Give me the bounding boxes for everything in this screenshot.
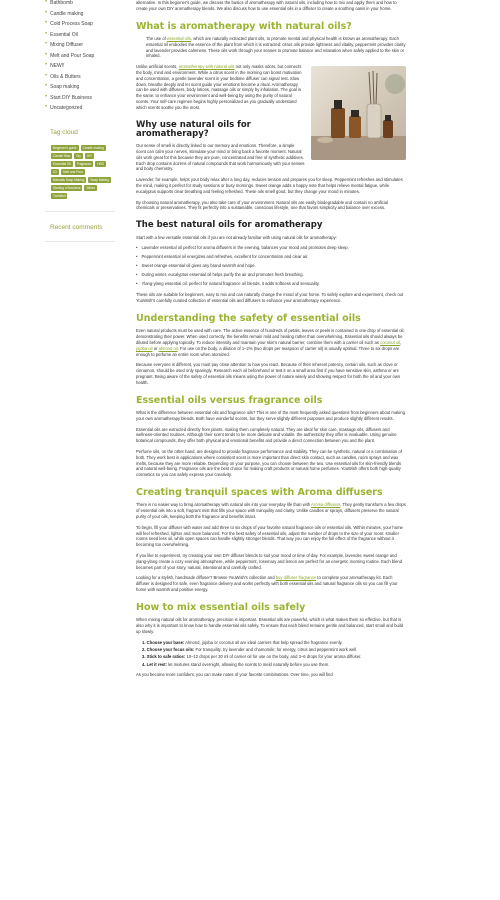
bullet-icon: • [136,245,138,251]
divider [45,241,115,242]
tag-link[interactable]: Diy [76,153,81,158]
category-item[interactable] [45,42,115,53]
bullet-icon: • [45,20,48,26]
paragraph-best-after: These oils are suitable for beginners, easy to mix and can naturally change the mood of your home. To safely explore and experiment, check out YouWish's carefully curated collection of essential oils and diffusers to enhance your aromatherapy experience. [136,292,404,304]
category-label: NEW!! [50,63,65,69]
bullet-icon: • [45,83,48,89]
list-item-text: Lavender essential oil perfect for aroma diffusers in the evening, balances your mood and promotes deep sleep. [141,245,349,251]
almond-oil-link[interactable]: almond oil [158,345,178,351]
aromatherapy-bottles-image [311,66,406,160]
intro-paragraph: alternative. In this beginner's guide, we discuss the basics of aromatherapy with natural oils, including how to mix and apply them and how to create your own DIY aromatherapy blends. We also discuss how to use essential oils in a diffuser to create a soothing oasis in your home. [136,0,397,11]
aromatherapy-link[interactable]: aromatherapy with natural oils [178,64,235,70]
step-label: 1. Choose your base: [142,639,185,645]
paragraph-why: Our sense of smell is directly linked to our memory and emotions. Therefore, a simple scent can calm your nerves, stimulate your mind or bring back a favorite moment. Natural oils work great for this because they are pure, concentrated and free of synthetic additives. Each drop contains dozens of natural compounds that work harmoniously with your senses and body chemistry. [136,143,305,172]
list-item-text: Sweet orange essential oil gives any brand warmth and hope. [141,262,256,268]
tag-link[interactable]: Melt and Pour [63,169,83,174]
divider [45,211,115,212]
paragraph-tranquil-1: There is no easier way to bring aromatherapy with natural oils into your everyday life than with Aroma diffusers. They gently transform a few drops of essential oils into a soft, fragrant mist that fills your space with tranquility and clarity. Unlike candles or sprays, diffusers preserve the natural purity of your oils, keeping both the fragrance and benefits intact. [136,502,406,520]
step-label: 2. Choose your focus oils: [142,646,195,652]
category-item[interactable] [45,63,115,74]
category-label: Melt and Pour Soap [50,52,95,59]
category-list [45,0,115,116]
paragraph-versus-2: Essential oils are extracted directly from plants, making them completely natural. They are ideal for skin care, massage oils, diffusers and wellness-oriented routines. Although their scent tends to be more delicate and volatile, the authenticity they offer is invaluable. Using genuine botanical compounds, they offer both physical and emotional benefits and provide a direct connection between you and the plant. [136,426,397,444]
tag-link[interactable]: Essential Oil [53,161,71,166]
coconut-oil-link[interactable]: coconut oil [380,340,401,345]
category-label: Candle making [50,10,84,17]
paragraph-versus-1: What is the difference between essential oils and fragrance oils? This is one of the most frequently asked questions from beginners about making your own aromatherapy blends. Both have wonderful scents, but they serve slightly different purposes and produce slightly different results. [136,410,405,421]
category-item[interactable] [45,74,115,85]
heading-why-use: Why use natural oils for aromatherapy? [136,119,251,139]
bullet-icon: • [45,9,48,16]
tag-cloud-title: Tag cloud [50,128,78,136]
tag-link[interactable]: Soap Making [90,177,109,182]
step-text: Almond, jojoba or coconut oil are ideal carriers that help spread the fragrance evenly. [184,639,343,645]
heading-mix: How to mix essential oils safely [136,601,306,613]
category-label: Soap making [50,84,80,90]
list-item [142,640,406,646]
bullet-icon: • [45,72,48,79]
category-label: Bathbomb [50,0,73,6]
list-item [136,263,406,269]
bullet-icon: • [136,280,138,286]
category-item[interactable] [45,105,115,116]
paragraph-best: Start with a few versatile essential oils if you are not already familiar with using natural oils for aromatherapy: [136,234,337,240]
jojoba-oil-link[interactable]: jojoba oil [136,345,153,351]
buy-diffuser-fragrance-link[interactable]: buy diffuser fragrance [275,575,317,581]
category-label: Essential Oil [50,31,78,38]
step-text: let mixtures stand overnight, allowing the scents to meld naturally before you use them. [166,661,330,667]
tag-link[interactable]: ICI [53,169,58,174]
category-label: Oils & Butters [50,73,81,80]
category-label: Uncategorized [50,105,83,111]
step-text: 10–12 drops per 30 ml of carrier oil for use on the body, and 3–6 drops for your aroma diffuser. [185,654,362,660]
list-item [136,272,406,278]
bottles-illustration [311,66,406,160]
category-item[interactable] [45,53,115,64]
step-label: 3. Stick to safe ratios: [142,654,186,660]
paragraph-safety-1: Even natural products must be used with care. The active essence of hundreds of petals, leaves or peels is contained in one drop of essential oil, demonstrating their power. When used correctly, the benefits remain mild and healing rather than overwhelming. Essential oils should always be diluted before applying topically. To reduce intensity and maintain your skin's natural barrier, combine them with a carrier oil such as coconut oil, jojoba oil or almond oil. For use on the body, a dilution of 1–2% (two drops per teaspoon of carrier oil) is usually optimal. Three to six drops are enough to perfume an entire room when atomized. [136,328,405,357]
step-text: For tranquility, try lavender and chamomile; for energy, citrus and peppermint work well. [194,646,358,652]
paragraph-unlike: Unlike artificial scents, aromatherapy with natural oils not only masks odors, but connects the body, mind and environment. While a citrus scent in the morning can boost motivation and concentration, a gentle lavender scent in your bedtime diffuser can signal rest. Slow down, breathe deeply and let scent guide your emotions become a ritual. Aromatherapy can be used with diffusers, body lotions, massage oils or simply by inhalation. The goal is the same: to enhance your environment and well-being by using the purity of natural scents. Your self-care regimen begins highly personalized as you gradually understand which scents soothe you the most. [136,64,302,110]
aroma-diffusers-link[interactable]: Aroma diffusers [311,502,341,508]
paragraph-mix: When mixing natural oils for aromatherapy, precision is important. Essential oils are powerful, which is what makes them so effective, but that is also why it is important to know how to handle essential oils safely. To ensure that each blend remains gentle and balanced, start small and build up slowly. [136,617,404,634]
heading-safety: Understanding the safety of essential oils [136,312,361,324]
bullet-icon: • [45,0,48,5]
bullet-icon: • [45,51,48,58]
bullet-icon: • [45,41,48,47]
heading-tranquil: Creating tranquil spaces with Aroma diffusers [136,486,383,498]
tag-link[interactable]: Fragrance [76,161,92,166]
bullet-icon: • [136,262,138,268]
tag-link[interactable]: Starting a Business [53,185,81,190]
bullet-icon: • [45,30,48,37]
tag-link[interactable]: HSO [97,161,105,166]
category-label: Mixing Diffuser [50,42,84,48]
paragraph-lavender: Lavender, for example, helps your body relax after a long day, reduces tension and prepares you for sleep. Peppermint refreshes and stimulates the mind, making it perfect for study sessions or busy mornings. Sweet orange adds a happy note that helps relieve mental fatigue, while eucalyptus supports clear breathing and feeling refreshed. These oils smell good, but they change your mood in minutes. [136,177,403,194]
category-item[interactable] [45,95,115,106]
recent-comments-title: Recent comments [50,224,103,232]
category-item[interactable] [45,21,115,32]
paragraph-tranquil-2: To begin, fill your diffuser with water and add three to six drops of your favorite natural fragrance oils or essential oils. Within minutes, your home will feel refreshed, lighter and more balanced. For the best safety of essential oils, adjust the number of drops to the size of your room: smaller rooms need less oil, while open spaces can handle slightly stronger blends. That way you can enjoy the full effect of the fragrance without it becoming too overwhelming. [136,524,403,548]
list-item [136,281,406,287]
paragraph-tranquil-4: Looking for a stylish, handmade diffuser? Browse YouWish's collection and buy diffuser fragrance to complete your aromatherapy kit. Each diffuser is designed for safe, even fragrance delivery and works perfectly with both essential oils and natural fragrance oils so you can fill your home with warmth and positive energy. [136,575,398,592]
tag-link[interactable]: Wicks [86,185,95,190]
step-label: 4. Let it rest: [142,661,167,667]
tag-link[interactable]: DIY [86,153,93,158]
paragraph-what: The use of essential oils, which are naturally extracted plant oils, to promote mental and physical health is known as aromatherapy. Each essential oil embodies the essence of the plant from which it is extracted: citrus oils provide lightness and vitality, peppermint provides clarity and lavender provides calmness. These oils work through your senses to promote balance and relaxation when safely applied to the skin or inhaled. [146,36,406,59]
category-label: Start DIY Business [50,94,92,101]
best-oils-list [136,245,406,286]
list-item-text: During winter, eucalyptus essential oil helps purify the air and promotes fresh breathing. [141,271,304,277]
heading-what-is-aromatherapy: What is aromatherapy with natural oils? [136,20,352,32]
tag-link[interactable]: Naturals Soap Making [53,177,85,182]
category-label: Cold Process Soap [50,21,93,27]
paragraph-safety-2: Because everyone is different, you must pay close attention to how you react. Because of their inherent potency, certain oils, such as clove or cinnamon, should be used only sparingly. Research each oil beforehand or test it on a small area first if you have sensitive skin, asthma or are pregnant. Being aware of the safety of essential oils means using the power of nature wisely and showing respect for both the oil and your own health. [136,362,401,385]
category-item[interactable] [45,84,115,95]
paragraph-tranquil-3: If you like to experiment, try creating your own DIY diffuser blends to suit your mood or time of day. For example, lavender, sweet orange and ylang-ylang create a cozy evening atmosphere, while peppermint, rosemary and lemon are perfect for an energetic morning routine. Each blend becomes part of your story, natural, intentional and carefully crafted. [136,553,403,570]
essential-oils-link[interactable]: essential oils [166,36,191,42]
sidebar [45,0,115,247]
tag-link[interactable]: YouWish [53,193,66,198]
list-item [136,254,406,260]
paragraph-final: As you become more confident, you can make notes of your favorite combinations. Over time, you will find [136,672,333,678]
tag-link[interactable]: Beginner's guide [53,145,77,150]
tag-link[interactable]: Candle making [82,145,104,150]
list-item [136,245,406,251]
list-item-text: Ylang-ylang essential oil: perfect for natural fragrance oil blends, it adds softness and sensuality. [141,280,320,286]
bullet-icon: • [45,93,48,100]
tag-link[interactable]: Candle Wax [53,153,71,158]
paragraph-choosing: By choosing natural aromatherapy, you also take care of your environment. Natural oils are easily biodegradable and contain no artificial chemicals or preservatives. They fit perfectly into a sustainable, conscious lifestyle, one that favors simplicity and balance over excess. [136,199,389,211]
list-item [142,654,406,660]
paragraph-versus-3: Perfume oils, on the other hand, are designed to provide fragrance performance and stability. They can be synthetic, natural or a combination of both. They work best in applications where consistent scent is more important than direct skin contact, such as candles, room sprays and wax melts, because they are more reliable. Depending on your purpose, you can choose between the two. Use essential oils for skin-friendly blends and natural well-being. Fragrance oils are the best choice for making craft products or natural home perfumes. YouWish offers both high-quality cosmetics so you can safely express your creativity. [136,449,402,478]
article [136,0,406,683]
heading-best-oils: The best natural oils for aromatherapy [136,220,323,231]
bullet-icon: • [45,104,48,110]
list-item [142,647,406,653]
tag-cloud [51,145,113,199]
mix-steps-list [142,640,406,668]
category-item[interactable] [45,32,115,43]
list-item [142,662,406,668]
category-item[interactable] [45,11,115,22]
category-item[interactable] [45,0,115,11]
bullet-icon: • [45,62,48,68]
bullet-icon: • [136,254,138,260]
bullet-icon: • [136,271,138,277]
list-item-text: Peppermint essential oil energizes and refreshes, excellent for concentration and clear air. [141,254,309,260]
heading-versus: Essential oils versus fragrance oils [136,394,323,406]
